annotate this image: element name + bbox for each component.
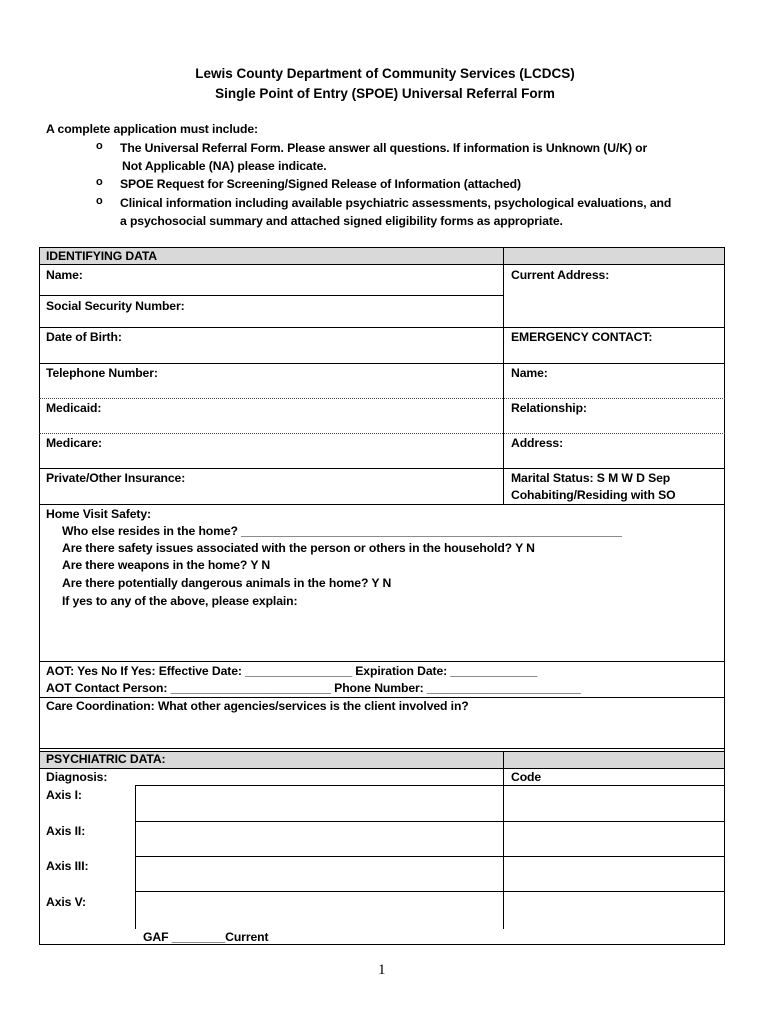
intro-lead: A complete application must include: (46, 122, 258, 136)
dob-field[interactable]: Date of Birth: (46, 330, 122, 344)
intro-bullet-1-line2: Not Applicable (NA) please indicate. (122, 159, 327, 173)
who-resides-question[interactable]: Who else resides in the home? _________________________________________________________ (62, 524, 622, 538)
form-title-line2: Single Point of Entry (SPOE) Universal Referral Form (215, 86, 555, 101)
bullet-marker: o (96, 176, 103, 188)
medicaid-field[interactable]: Medicaid: (46, 401, 102, 415)
emergency-name-field[interactable]: Name: (511, 366, 548, 380)
intro-bullet-2: SPOE Request for Screening/Signed Release of Information (attached) (120, 177, 521, 191)
diagnosis-label: Diagnosis: (46, 770, 108, 784)
axis-1-label: Axis I: (46, 788, 82, 802)
intro-bullet-3-line1: Clinical information including available psychiatric assessments, psychological evaluations, and (120, 196, 672, 210)
relationship-field[interactable]: Relationship: (511, 401, 587, 415)
cohabiting-option[interactable]: Cohabiting/Residing with SO (511, 488, 676, 502)
bullet-marker: o (96, 195, 103, 207)
marital-status-field[interactable]: Marital Status: S M W D Sep (511, 471, 671, 485)
bullet-marker: o (96, 140, 103, 152)
intro-bullet-3-line2: a psychosocial summary and attached signed eligibility forms as appropriate. (120, 214, 563, 228)
emergency-address-field[interactable]: Address: (511, 436, 564, 450)
telephone-field[interactable]: Telephone Number: (46, 366, 158, 380)
emergency-contact-heading: EMERGENCY CONTACT: (511, 330, 653, 344)
medicare-field[interactable]: Medicare: (46, 436, 102, 450)
intro-bullet-1-line1: The Universal Referral Form. Please answer all questions. If information is Unknown (U/K) or (120, 141, 648, 155)
ssn-field[interactable]: Social Security Number: (46, 299, 185, 313)
animals-question[interactable]: Are there potentially dangerous animals in the home? Y N (62, 576, 392, 590)
care-coordination-question[interactable]: Care Coordination: What other agencies/services is the client involved in? (46, 699, 469, 713)
safety-issues-question[interactable]: Are there safety issues associated with the person or others in the household? Y N (62, 541, 535, 555)
weapons-question[interactable]: Are there weapons in the home? Y N (62, 558, 271, 572)
name-field[interactable]: Name: (46, 268, 83, 282)
axis-3-label: Axis III: (46, 859, 89, 873)
aot-contact-line[interactable]: AOT Contact Person: ________________________ Phone Number: _______________________ (46, 681, 581, 695)
current-address-field[interactable]: Current Address: (511, 268, 610, 282)
gaf-current-field[interactable]: GAF ________Current (143, 930, 269, 944)
explain-field[interactable]: If yes to any of the above, please explain: (62, 594, 298, 608)
axis-2-label: Axis II: (46, 824, 86, 838)
psychiatric-data-heading: PSYCHIATRIC DATA: (46, 752, 166, 766)
identifying-data-heading: IDENTIFYING DATA (46, 249, 158, 263)
axis-5-label: Axis V: (46, 895, 86, 909)
page-number: 1 (378, 962, 386, 978)
code-label: Code (511, 770, 542, 784)
home-visit-heading: Home Visit Safety: (46, 507, 151, 521)
form-title-line1: Lewis County Department of Community Services (LCDCS) (195, 66, 575, 81)
aot-status-line[interactable]: AOT: Yes No If Yes: Effective Date: ________________ Expiration Date: _____________ (46, 664, 538, 678)
insurance-field[interactable]: Private/Other Insurance: (46, 471, 186, 485)
